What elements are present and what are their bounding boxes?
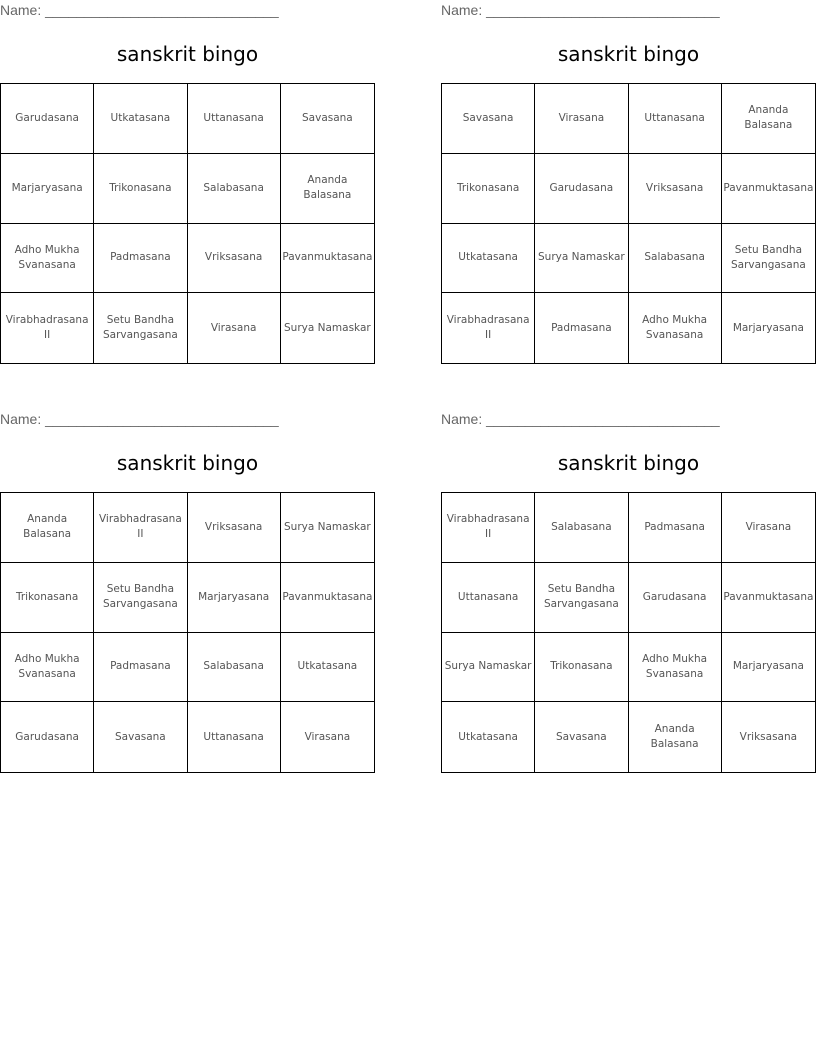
bingo-cell: Utkatasana: [442, 702, 535, 772]
bingo-cell: Uttanasana: [188, 84, 281, 154]
bingo-cell: Vriksasana: [188, 224, 281, 294]
bingo-cell: Ananda Balasana: [1, 493, 94, 563]
bingo-cell: Salabasana: [188, 633, 281, 703]
bingo-cell: Trikonasana: [1, 563, 94, 633]
bingo-cell: Salabasana: [535, 493, 628, 563]
bingo-cell: Salabasana: [188, 154, 281, 224]
bingo-cell: Marjaryasana: [732, 321, 804, 334]
bingo-cell: Ananda Balasana: [722, 84, 815, 154]
bingo-grid: [441, 83, 816, 364]
bingo-cell: Adho Mukha Svanasana: [629, 293, 722, 363]
bingo-cell: Setu Bandha Sarvangasana: [535, 563, 628, 633]
bingo-cell: Garudasana: [1, 84, 94, 154]
name-field-label: Name: ______________________________: [0, 411, 279, 427]
bingo-cell: Savasana: [442, 84, 535, 154]
bingo-cell: Salabasana: [629, 224, 722, 294]
bingo-cell: Garudasana: [1, 702, 94, 772]
bingo-cell: Pavanmuktasana: [722, 563, 815, 633]
bingo-cell: Virabhadrasana II: [1, 293, 94, 363]
bingo-cell: Virasana: [304, 730, 351, 743]
bingo-cell: Ananda Balasana: [629, 702, 722, 772]
bingo-cell: Uttanasana: [188, 702, 281, 772]
card-title: sanskrit bingo: [116, 42, 259, 66]
bingo-cell: Adho Mukha Svanasana: [1, 224, 94, 294]
bingo-grid: [0, 83, 375, 364]
name-field-label: Name: ______________________________: [441, 2, 720, 18]
bingo-cell: Trikonasana: [442, 154, 535, 224]
bingo-cell: Padmasana: [94, 224, 187, 294]
bingo-cell: Pavanmuktasana: [281, 563, 374, 633]
bingo-cell: Adho Mukha Svanasana: [629, 633, 722, 703]
bingo-cell: Garudasana: [629, 563, 722, 633]
bingo-cell: Utkatasana: [281, 633, 374, 703]
bingo-cell: Virabhadrasana II: [442, 493, 535, 563]
bingo-cell: Virabhadrasana II: [94, 493, 187, 563]
bingo-cell: Uttanasana: [629, 84, 722, 154]
bingo-cell: Padmasana: [629, 493, 722, 563]
bingo-cell: Surya Namaskar: [442, 633, 535, 703]
bingo-cell: Marjaryasana: [1, 154, 94, 224]
bingo-cell: Savasana: [535, 702, 628, 772]
bingo-cell: Virasana: [188, 293, 281, 363]
bingo-cell: Savasana: [281, 84, 374, 154]
bingo-cell: Padmasana: [535, 293, 628, 363]
bingo-cell: Trikonasana: [94, 154, 187, 224]
bingo-cell: Setu Bandha Sarvangasana: [94, 563, 187, 633]
bingo-cell: Savasana: [94, 702, 187, 772]
bingo-cell: Vriksasana: [188, 493, 281, 563]
bingo-cell: Vriksasana: [629, 154, 722, 224]
bingo-cell: Surya Namaskar: [281, 493, 374, 563]
bingo-cell: Pavanmuktasana: [722, 154, 815, 224]
bingo-cell: Pavanmuktasana: [281, 224, 374, 294]
bingo-cell: Marjaryasana: [188, 563, 281, 633]
bingo-grid: [0, 492, 375, 773]
bingo-grid: [441, 492, 816, 773]
bingo-cell: Setu Bandha Sarvangasana: [722, 224, 815, 294]
card-title: sanskrit bingo: [557, 42, 700, 66]
card-title: sanskrit bingo: [557, 451, 700, 475]
bingo-cell: Adho Mukha Svanasana: [1, 633, 94, 703]
bingo-cell: Garudasana: [535, 154, 628, 224]
bingo-cell: Ananda Balasana: [281, 154, 374, 224]
bingo-cell: Marjaryasana: [722, 633, 815, 703]
bingo-cell: Utkatasana: [442, 224, 535, 294]
bingo-cell: Virabhadrasana II: [442, 293, 535, 363]
card-title: sanskrit bingo: [116, 451, 259, 475]
name-field-label: Name: ______________________________: [0, 2, 279, 18]
bingo-cell: Virasana: [535, 84, 628, 154]
bingo-cell: Utkatasana: [94, 84, 187, 154]
bingo-cell: Padmasana: [94, 633, 187, 703]
bingo-cell: Virasana: [722, 493, 815, 563]
bingo-cell: Vriksasana: [739, 730, 798, 743]
bingo-cell: Setu Bandha Sarvangasana: [94, 293, 187, 363]
bingo-cell: Surya Namaskar: [535, 224, 628, 294]
bingo-cell: Uttanasana: [442, 563, 535, 633]
bingo-cell: Surya Namaskar: [284, 321, 371, 334]
name-field-label: Name: ______________________________: [441, 411, 720, 427]
bingo-cell: Trikonasana: [535, 633, 628, 703]
